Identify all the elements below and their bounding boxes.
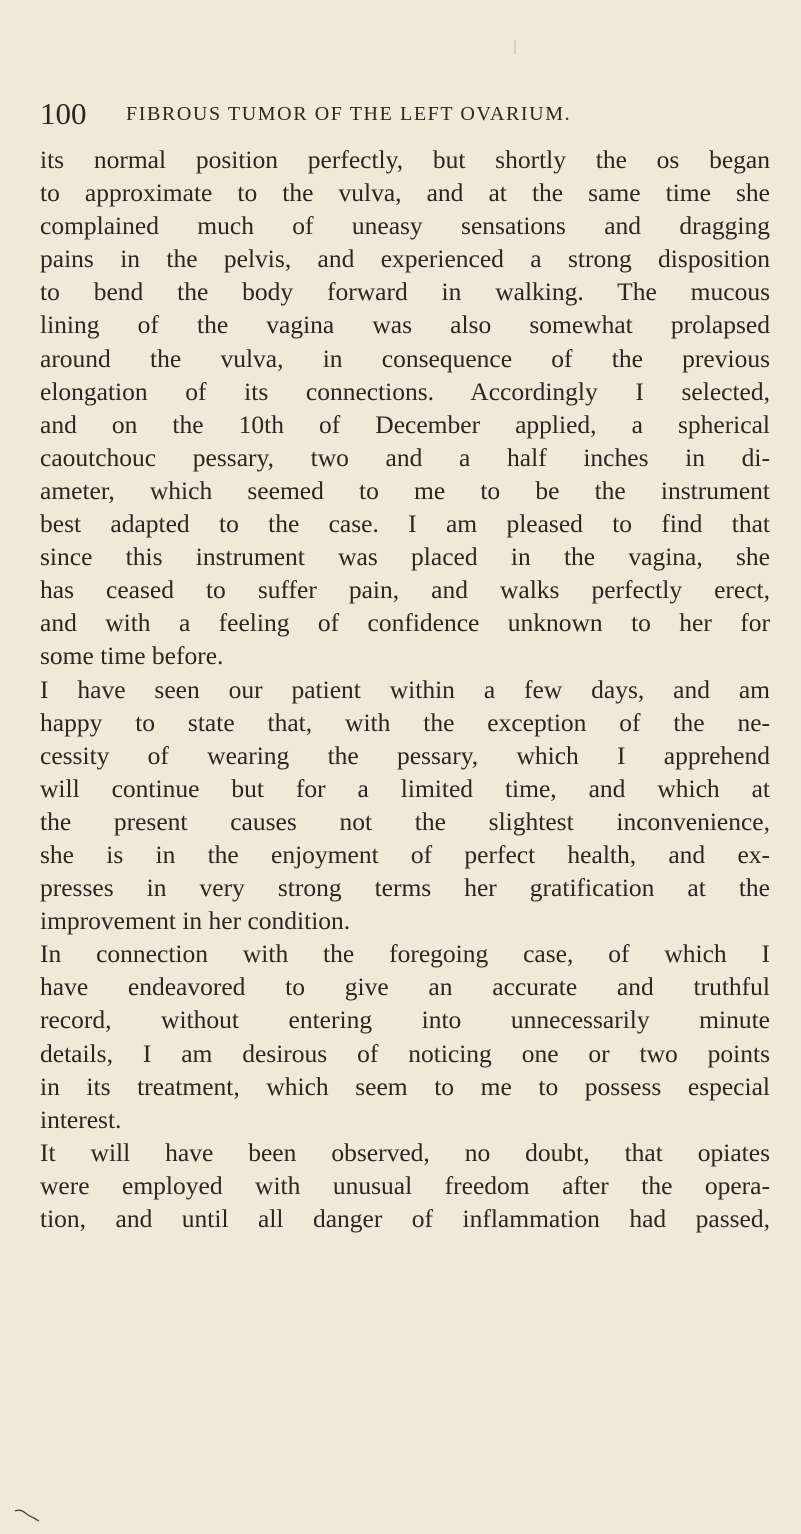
text-line: in its treatment, which seem to me to possess especial [40,1071,770,1101]
text-line: record, without entering into unnecessarily minute [40,1005,770,1035]
text-line: happy to state that, with the exception of the ne- [40,707,770,737]
text-line: pains in the pelvis, and experienced a strong disposition [40,244,770,274]
text-line: its normal position perfectly, but shortly the os began [40,145,770,174]
text-line: complained much of uneasy sensations and dragging [40,211,770,241]
text-line: caoutchouc pessary, two and a half inches in di- [40,442,770,472]
text-line: and on the 10th of December applied, a spherical [40,409,770,439]
text-line: elongation of its connections. Accordingly I selected, [40,376,770,406]
paragraph-end-line: some time before. [40,641,224,671]
text-line: In connection with the foregoing case, of which I [40,939,770,969]
text-line: she is in the enjoyment of perfect health, and ex- [40,839,770,869]
text-line: around the vulva, in consequence of the previous [40,343,770,373]
text-line: details, I am desirous of noticing one or two points [40,1038,770,1068]
text-line: ameter, which seemed to me to be the instrument [40,475,770,505]
page-header [40,96,740,132]
page-number: 100 [40,96,87,131]
text-line: since this instrument was placed in the vagina, she [40,542,770,572]
text-line: It will have been observed, no doubt, that opiates [40,1137,770,1167]
body-text [40,143,770,1235]
text-line: to bend the body forward in walking. The mucous [40,277,770,307]
margin-mark-icon [14,1508,40,1522]
paragraph-end-line: interest. [40,1104,122,1134]
paper-speck [514,40,516,54]
text-line: the present causes not the slightest inconvenience, [40,806,770,836]
running-head: FIBROUS TUMOR OF THE LEFT OVARIUM. [126,103,572,125]
text-line: lining of the vagina was also somewhat prolapsed [40,310,770,340]
text-line: to approximate to the vulva, and at the same time she [40,178,770,208]
text-line: I have seen our patient within a few days, and am [40,674,770,704]
text-line: were employed with unusual freedom after the opera- [40,1170,770,1200]
text-line: will continue but for a limited time, and which at [40,773,770,803]
text-line: presses in very strong terms her gratification at the [40,873,770,903]
text-line: have endeavored to give an accurate and truthful [40,972,770,1002]
text-line: best adapted to the case. I am pleased to find that [40,509,770,539]
text-line: cessity of wearing the pessary, which I apprehend [40,740,770,770]
text-line: and with a feeling of confidence unknown to her for [40,608,770,638]
text-line: has ceased to suffer pain, and walks perfectly erect, [40,575,770,605]
paragraph-end-line: improvement in her condition. [40,906,351,936]
text-line: tion, and until all danger of inflammation had passed, [40,1204,770,1233]
